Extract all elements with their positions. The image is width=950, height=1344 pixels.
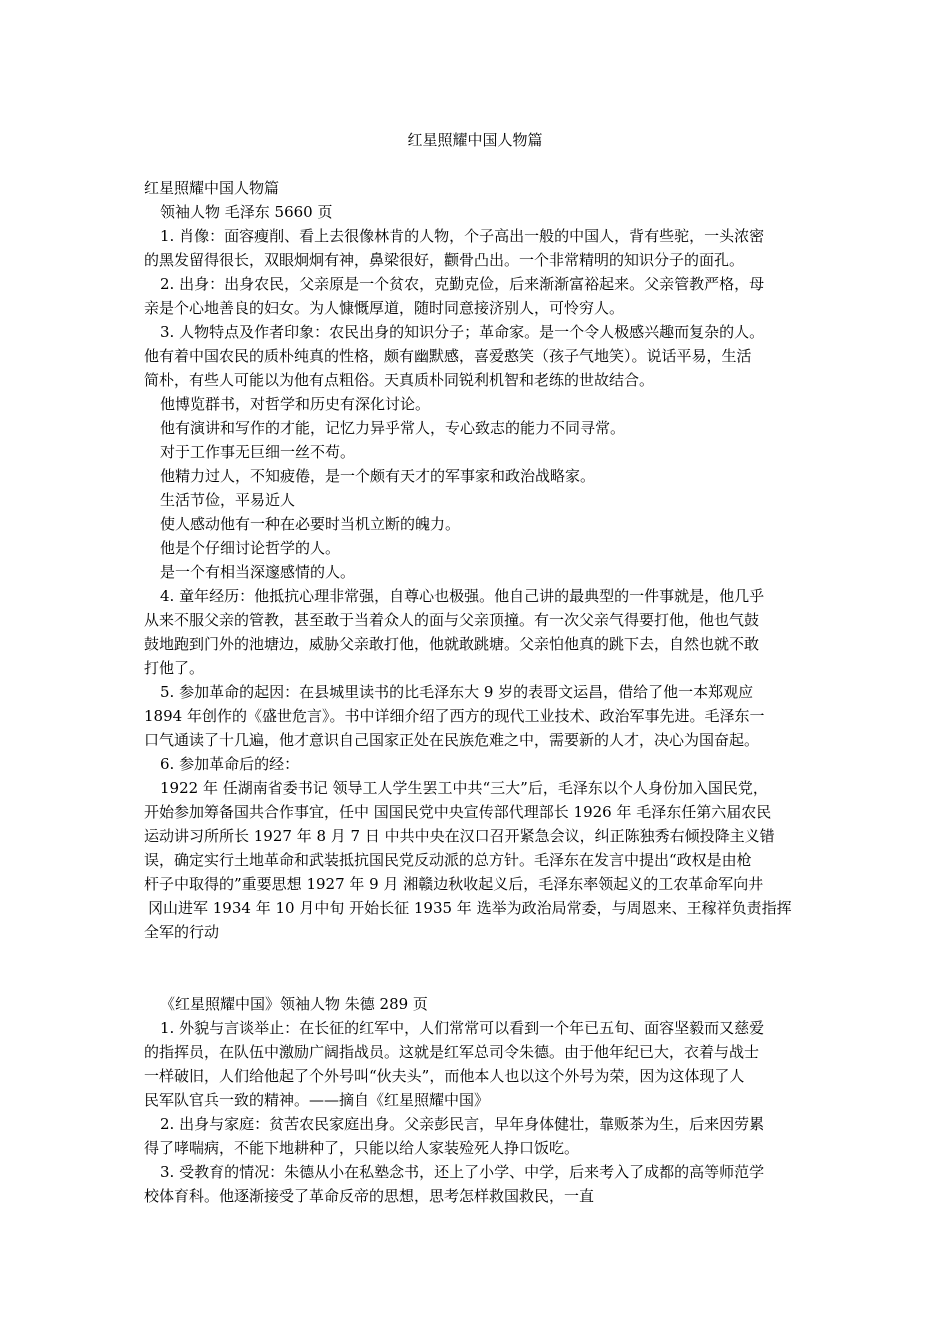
text-line: 校体育科。他逐渐接受了革命反帝的思想，思考怎样救国救民，一直 [144,1187,595,1205]
text-line: 是一个有相当深邃感情的人。 [160,563,356,581]
text-line: 口气通读了十几遍，他才意识自己国家正处在民族危难之中，需要新的人才，决心为国奋起。 [144,731,760,749]
text-line: 全军的行动 [144,923,220,941]
text-line: 5. 参加革命的起因：在县城里读书的比毛泽东大 9 岁的表哥文运昌，借给了他一本郑观应 [160,683,754,701]
text-line: 得了哮喘病，不能下地耕种了，只能以给人家装殓死人挣口饭吃。 [144,1139,580,1157]
text-line: 亲是个心地善良的妇女。为人慷慨厚道，随时同意接济别人，可怜穷人。 [144,299,625,317]
text-line: 误，确定实行土地革命和武装抵抗国民党反动派的总方针。毛泽东在发言中提出“政权是由枪 [144,851,752,869]
text-line: 生活节俭，平易近人 [160,491,296,509]
text-line: 的指挥员，在队伍中激励广阔指战员。这就是红军总司令朱德。由于他年纪已大，衣着与战士 [144,1043,760,1061]
text-line: 2. 出身与家庭：贫苦农民家庭出身。父亲彭民言，早年身体健壮，靠贩茶为生，后来因劳累 [160,1115,765,1133]
text-line: 简朴，有些人可能以为他有点粗俗。天真质朴同锐利机智和老练的世故结合。 [144,371,655,389]
text-line: 3. 人物特点及作者印象：农民出身的知识分子；革命家。是一个令人极感兴趣而复杂的人。 [160,323,765,341]
text-line: 他有着中国农民的质朴纯真的性格，颇有幽默感，喜爱憨笑（孩子气地笑）。说话平易，生活 [144,347,752,365]
text-line: 他精力过人，不知疲倦，是一个颇有天才的军事家和政治战略家。 [160,467,596,485]
subject-heading: 《红星照耀中国》领袖人物 朱德 289 页 [160,995,428,1013]
text-line: 1894 年创作的《盛世危言》。书中详细介绍了西方的现代工业技术、政治军事先进。毛泽东一 [144,707,765,725]
document-title: 红星照耀中国人物篇 [407,131,543,149]
text-line: 杆子中取得的”重要思想 1927 年 9 月 湘赣边秋收起义后，毛泽东率领起义的工农革命军向井 [144,875,764,893]
text-line: 使人感动他有一种在必要时当机立断的魄力。 [160,515,461,533]
text-line: 他是个仔细讨论哲学的人。 [160,539,341,557]
subject-heading: 领袖人物 毛泽东 5660 页 [160,203,333,221]
text-line: 1. 肖像：面容瘦削、看上去很像林肯的人物，个子高出一般的中国人，背有些驼，一头浓密 [160,227,765,245]
text-line: 3. 受教育的情况：朱德从小在私塾念书，还上了小学、中学，后来考入了成都的高等师范学 [160,1163,765,1181]
document-body [144,176,812,1208]
text-line: 他有演讲和写作的才能，记忆力异乎常人，专心致志的能力不同寻常。 [160,419,626,437]
text-line: 打他了。 [144,659,205,677]
text-line: 开始参加筹备国共合作事宜，任中 国国民党中央宣传部代理部长 1926 年 毛泽东任第六届农民 [144,803,772,821]
text-line: 对于工作事无巨细一丝不苟。 [160,443,356,461]
text-line: 2. 出身：出身农民，父亲原是一个贫农，克勤克俭，后来渐渐富裕起来。父亲管教严格，母 [160,275,765,293]
text-line: 民军队官兵一致的精神。——摘自《红星照耀中国》 [144,1091,490,1109]
text-line: 1922 年 任湖南省委书记 领导工人学生罢工中共“三大”后，毛泽东以个人身份加入国民党， [160,779,768,797]
text-line: 他博览群书，对哲学和历史有深化讨论。 [160,395,431,413]
text-line: 一样破旧，人们给他起了个外号叫“伙夫头”，而他本人也以这个外号为荣，因为这体现了人 [144,1067,745,1085]
text-line: 运动讲习所所长 1927 年 8 月 7 日 中共中央在汉口召开紧急会议，纠正陈独秀右倾投降主义错 [144,827,775,845]
text-line: 6. 参加革命后的经： [160,755,300,773]
text-line: 的黑发留得很长，双眼炯炯有神，鼻梁很好，颧骨凸出。一个非常精明的知识分子的面孔。 [144,251,745,269]
blank-line [144,944,812,992]
text-line: 1. 外貌与言谈举止：在长征的红军中，人们常常可以看到一个年已五旬、面容坚毅而又慈爱 [160,1019,765,1037]
section-heading: 红星照耀中国人物篇 [144,179,280,197]
text-line: 冈山进军 1934 年 10 月中旬 开始长征 1935 年 选举为政治局常委，与周恩来、王稼祥负责指挥 [148,899,792,917]
text-line: 鼓地跑到门外的池塘边，威胁父亲敢打他，他就敢跳塘。父亲怕他真的跳下去，自然也就不敢 [144,635,760,653]
text-line: 4. 童年经历：他抵抗心理非常强，自尊心也极强。他自己讲的最典型的一件事就是，他几乎 [160,587,765,605]
text-line: 从来不服父亲的管教，甚至敢于当着众人的面与父亲顶撞。有一次父亲气得要打他，他也气鼓 [144,611,760,629]
